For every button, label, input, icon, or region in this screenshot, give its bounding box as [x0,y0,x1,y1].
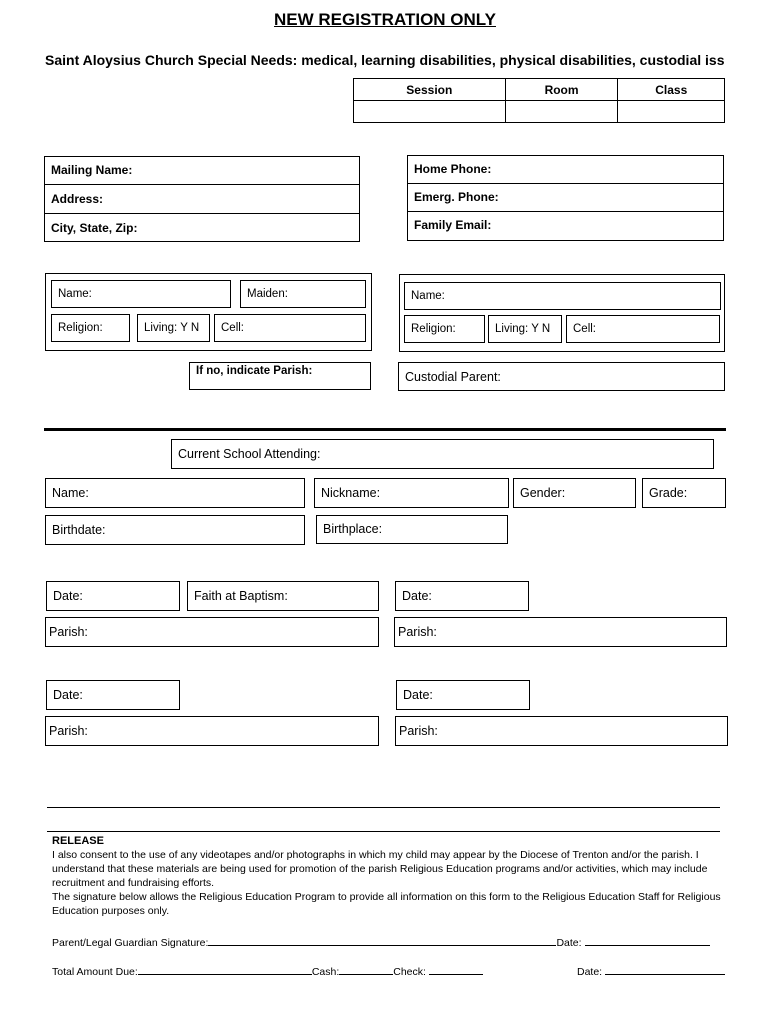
parent-left-name-field[interactable]: Name: [51,280,231,308]
signature-date-line[interactable] [585,934,710,946]
current-school-field[interactable]: Current School Attending: [171,439,714,469]
home-phone-field[interactable]: Home Phone: [414,162,492,176]
maiden-name-field[interactable]: Maiden: [240,280,366,308]
parent-right-living-field[interactable]: Living: Y N [488,315,562,343]
parent-left-religion-field[interactable]: Religion: [51,314,130,342]
city-state-zip-field[interactable]: City, State, Zip: [51,221,138,235]
sacrament-right-parish-field[interactable]: Parish: [394,617,727,647]
signature-date-label: Date: [556,937,582,949]
section-divider [44,428,726,431]
session-header: Session [354,79,506,101]
session-cell[interactable] [354,101,506,123]
total-amount-line[interactable] [138,963,312,975]
room-cell[interactable] [505,101,618,123]
check-label: Check: [393,966,426,978]
special-needs-heading: Saint Aloysius Church Special Needs: medical, learning disabilities, physical disabilities, custodial iss [45,52,725,68]
payment-date-row [577,963,725,978]
form-title: NEW REGISTRATION ONLY [274,10,496,29]
grade-field[interactable]: Grade: [642,478,726,508]
student-name-field[interactable]: Name: [45,478,305,508]
parent-left-cell-field[interactable]: Cell: [214,314,366,342]
class-header: Class [618,79,725,101]
release-paragraph-signature: The signature below allows the Religious Education Program to provide all information on this form to the Religious Education Staff for Religious Education purposes only. [52,891,721,917]
release-paragraph-consent: I also consent to the use of any videotapes and/or photographs in which my child may appear by the Diocese of Trenton and/or the parish. I understand that these materials are being used for promotion of the parish Religious Education programs and/or activities, which may include recruitment and fundraising efforts. [52,849,708,889]
cash-label: Cash: [311,966,340,978]
signature-line[interactable] [208,934,556,946]
payment-date-line[interactable] [605,963,725,975]
total-amount-label: Total Amount Due: [52,966,138,978]
room-header: Room [505,79,618,101]
check-line[interactable] [429,963,483,975]
parish-indicate-field[interactable]: If no, indicate Parish: [189,362,371,390]
birthdate-field[interactable]: Birthdate: [45,515,305,545]
faith-at-baptism-field[interactable]: Faith at Baptism: [187,581,379,611]
birthplace-field[interactable]: Birthplace: [316,515,508,544]
custodial-parent-field[interactable]: Custodial Parent: [398,362,725,391]
session-table [353,78,725,123]
divider [407,183,724,184]
signature-label: Parent/Legal Guardian Signature: [52,937,209,949]
release-section [52,834,732,918]
sacrament2-left-date-field[interactable]: Date: [46,680,180,710]
mailing-name-field[interactable]: Mailing Name: [51,163,133,177]
parent-right-religion-field[interactable]: Religion: [404,315,485,343]
payment-date-label: Date: [577,966,603,978]
baptism-date-field[interactable]: Date: [46,581,180,611]
parent-right-name-field[interactable]: Name: [404,282,721,310]
class-cell[interactable] [618,101,725,123]
divider [47,831,720,832]
sacrament-right-date-field[interactable]: Date: [395,581,529,611]
gender-field[interactable]: Gender: [513,478,636,508]
sacrament2-right-date-field[interactable]: Date: [396,680,530,710]
baptism-parish-field[interactable]: Parish: [45,617,379,647]
divider [44,184,360,185]
address-field[interactable]: Address: [51,192,104,206]
divider [44,213,360,214]
signature-row [52,934,710,949]
divider [407,211,724,212]
parent-right-cell-field[interactable]: Cell: [566,315,720,343]
sacrament2-right-parish-field[interactable]: Parish: [395,716,728,746]
parent-left-living-field[interactable]: Living: Y N [137,314,210,342]
release-heading: RELEASE [52,835,104,847]
family-email-field[interactable]: Family Email: [414,218,492,232]
emerg-phone-field[interactable]: Emerg. Phone: [414,190,499,204]
divider [47,807,720,808]
payment-row [52,963,483,978]
cash-line[interactable] [339,963,393,975]
sacrament2-left-parish-field[interactable]: Parish: [45,716,379,746]
nickname-field[interactable]: Nickname: [314,478,509,508]
